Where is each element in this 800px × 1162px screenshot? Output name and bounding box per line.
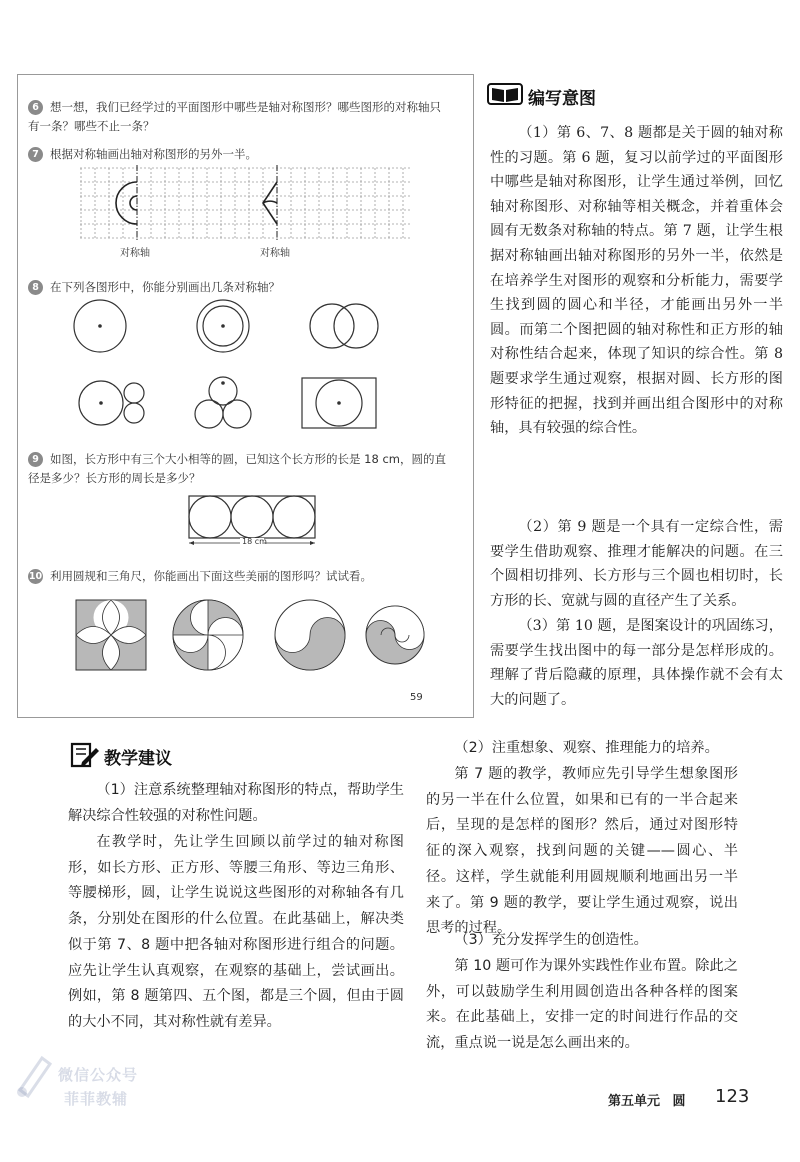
q7-half-shape-2 bbox=[263, 182, 277, 224]
question-6 bbox=[28, 98, 448, 136]
q10-pattern-petals bbox=[76, 600, 146, 670]
q7-axis-label-1: 对称轴 bbox=[120, 248, 150, 259]
teaching-suggestion-title: 教学建议 bbox=[104, 749, 172, 769]
q8-figure-overlapping-circles bbox=[310, 304, 378, 348]
teaching-left-paragraph-1: （1）注意系统整理轴对称图形的特点，帮助学生解决综合性较强的对称性问题。 bbox=[68, 782, 404, 824]
q8-figure-circle-in-rectangle bbox=[302, 378, 376, 428]
teaching-right-paragraph-4: 第 10 题可作为课外实践性作业布置。除此之外，可以鼓励学生利用圆创造出各种各样的图案来。在此基础上，安排一定的时间进行作品的交流，重点说一说是怎么画出来的。 bbox=[426, 958, 738, 1052]
q8-figure-concentric-circles bbox=[197, 300, 249, 352]
question-8 bbox=[28, 278, 448, 297]
question-7-text: 根据对称轴画出轴对称图形的另外一半。 bbox=[50, 147, 257, 161]
question-7 bbox=[28, 145, 448, 164]
question-10-number: 10 bbox=[28, 571, 43, 582]
q10-pattern-yin-yang bbox=[275, 600, 345, 670]
teaching-right-paragraph-1: （2）注重想象、观察、推理能力的培养。 bbox=[454, 740, 719, 756]
teaching-right-paragraph-3: （3）充分发挥学生的创造性。 bbox=[454, 932, 648, 948]
footer-page-number: 123 bbox=[715, 1086, 750, 1107]
design-intent-paragraph-1: （1）第 6、7、8 题都是关于圆的轴对称性的习题。第 6 题，复习以前学过的平面图形中哪些是轴对称图形，让学生通过举例，回忆轴对称图形、对称轴等相关概念，并着重体会圆有无数条对称轴的特点。第 7 题，让学生根据对称轴画出轴对称图形的另外一半，依然是在培养学生对图形的观察和分析能力，需要学生找到圆的圆心和半径，才能画出另外一半圆。而第二个图把圆的轴对称性和正方形的轴对称性结合起来，体现了知识的综合性。第 8 题要求学生通过观察，根据对圆、长方形的图形特征的把握，找到并画出组合图形中的对称轴，具有较强的综合性。 bbox=[490, 125, 783, 437]
question-7-number: 7 bbox=[28, 147, 43, 162]
q10-pattern-pinwheel bbox=[173, 600, 243, 670]
watermark-line-1: 微信公众号 bbox=[58, 1066, 139, 1084]
q10-pattern-tadpoles bbox=[366, 606, 424, 664]
q7-half-shape-1 bbox=[116, 182, 137, 224]
question-6-number: 6 bbox=[28, 100, 43, 115]
design-intent-paragraph-3: （3）第 10 题，是图案设计的巩固练习，需要学生找出图中的每一部分是怎样形成的。理解了背后隐藏的原理，具体操作就不会有太大的问题了。 bbox=[490, 618, 783, 708]
q9-length-label: 18 cm bbox=[242, 537, 267, 546]
watermark-logo-icon bbox=[10, 1050, 60, 1100]
q8-figures bbox=[60, 298, 410, 438]
question-8-text: 在下列各图形中，你能分别画出几条对称轴？ bbox=[50, 280, 280, 294]
footer-unit-label: 第五单元 bbox=[608, 1094, 661, 1109]
teaching-left-paragraph-2: 在教学时，先让学生回顾以前学过的轴对称图形，如长方形、正方形、等腰三角形、等边三角形、等腰梯形，圆，让学生说说这些图形的对称轴各有几条，分别处在图形的什么位置。在此基础上，解决类似于第 7、8 题中把各轴对称图形进行组合的问题。应先让学生认真观察，在观察的基础上，尝试画出。例如，第 8 题第四、五个图，都是三个圆，但由于圆的大小不同，其对称性就有差异。 bbox=[68, 834, 404, 1030]
question-9-text: 如图，长方形中有三个大小相等的圆，已知这个长方形的长是 18 cm，圆的直径是多少？长方形的周长是多少？ bbox=[28, 452, 446, 485]
q7-grid-figure bbox=[80, 165, 410, 240]
question-9 bbox=[28, 450, 448, 488]
question-8-number: 8 bbox=[28, 280, 43, 295]
teaching-suggestion-icon bbox=[68, 740, 100, 770]
q8-figure-single-circle bbox=[74, 300, 126, 352]
q10-patterns bbox=[75, 596, 425, 676]
question-10 bbox=[28, 567, 448, 586]
q8-figure-three-circles-big-two-small bbox=[79, 381, 144, 425]
teaching-right-paragraph-2: 第 7 题的教学，教师应先引导学生想象图形的另一半在什么位置，如果和已有的一半合起来后，呈现的是怎样的图形？然后，通过对图形特征的深入观察，找到问题的关键——圆心、半径。这样，学生就能利用圆规顺利地画出另一半来了。第 9 题的教学，要让学生通过观察，说出思考的过程。 bbox=[426, 766, 738, 937]
question-10-text: 利用圆规和三角尺，你能画出下面这些美丽的图形吗？试试看。 bbox=[50, 569, 372, 583]
question-6-text: 想一想，我们已经学过的平面图形中哪些是轴对称图形？哪些图形的对称轴只有一条？哪些不止一条？ bbox=[28, 100, 441, 133]
question-9-number: 9 bbox=[28, 452, 43, 467]
watermark-line-2: 菲菲教辅 bbox=[64, 1090, 129, 1108]
book-icon bbox=[487, 82, 523, 106]
design-intent-paragraph-2: （2）第 9 题是一个具有一定综合性，需要学生借助观察、推理才能解决的问题。在三个圆相切排列、长方形与三个圆也相切时，长方形的长、宽就与圆的直径产生了关系。 bbox=[490, 519, 783, 609]
footer-chapter-label: 圆 bbox=[672, 1094, 686, 1109]
q7-axis-label-2: 对称轴 bbox=[260, 248, 290, 259]
textbook-page-number: 59 bbox=[410, 692, 423, 703]
footer-unit bbox=[608, 1090, 686, 1109]
q8-figure-three-equal-circles bbox=[195, 377, 251, 428]
design-intent-title: 编写意图 bbox=[528, 89, 596, 109]
